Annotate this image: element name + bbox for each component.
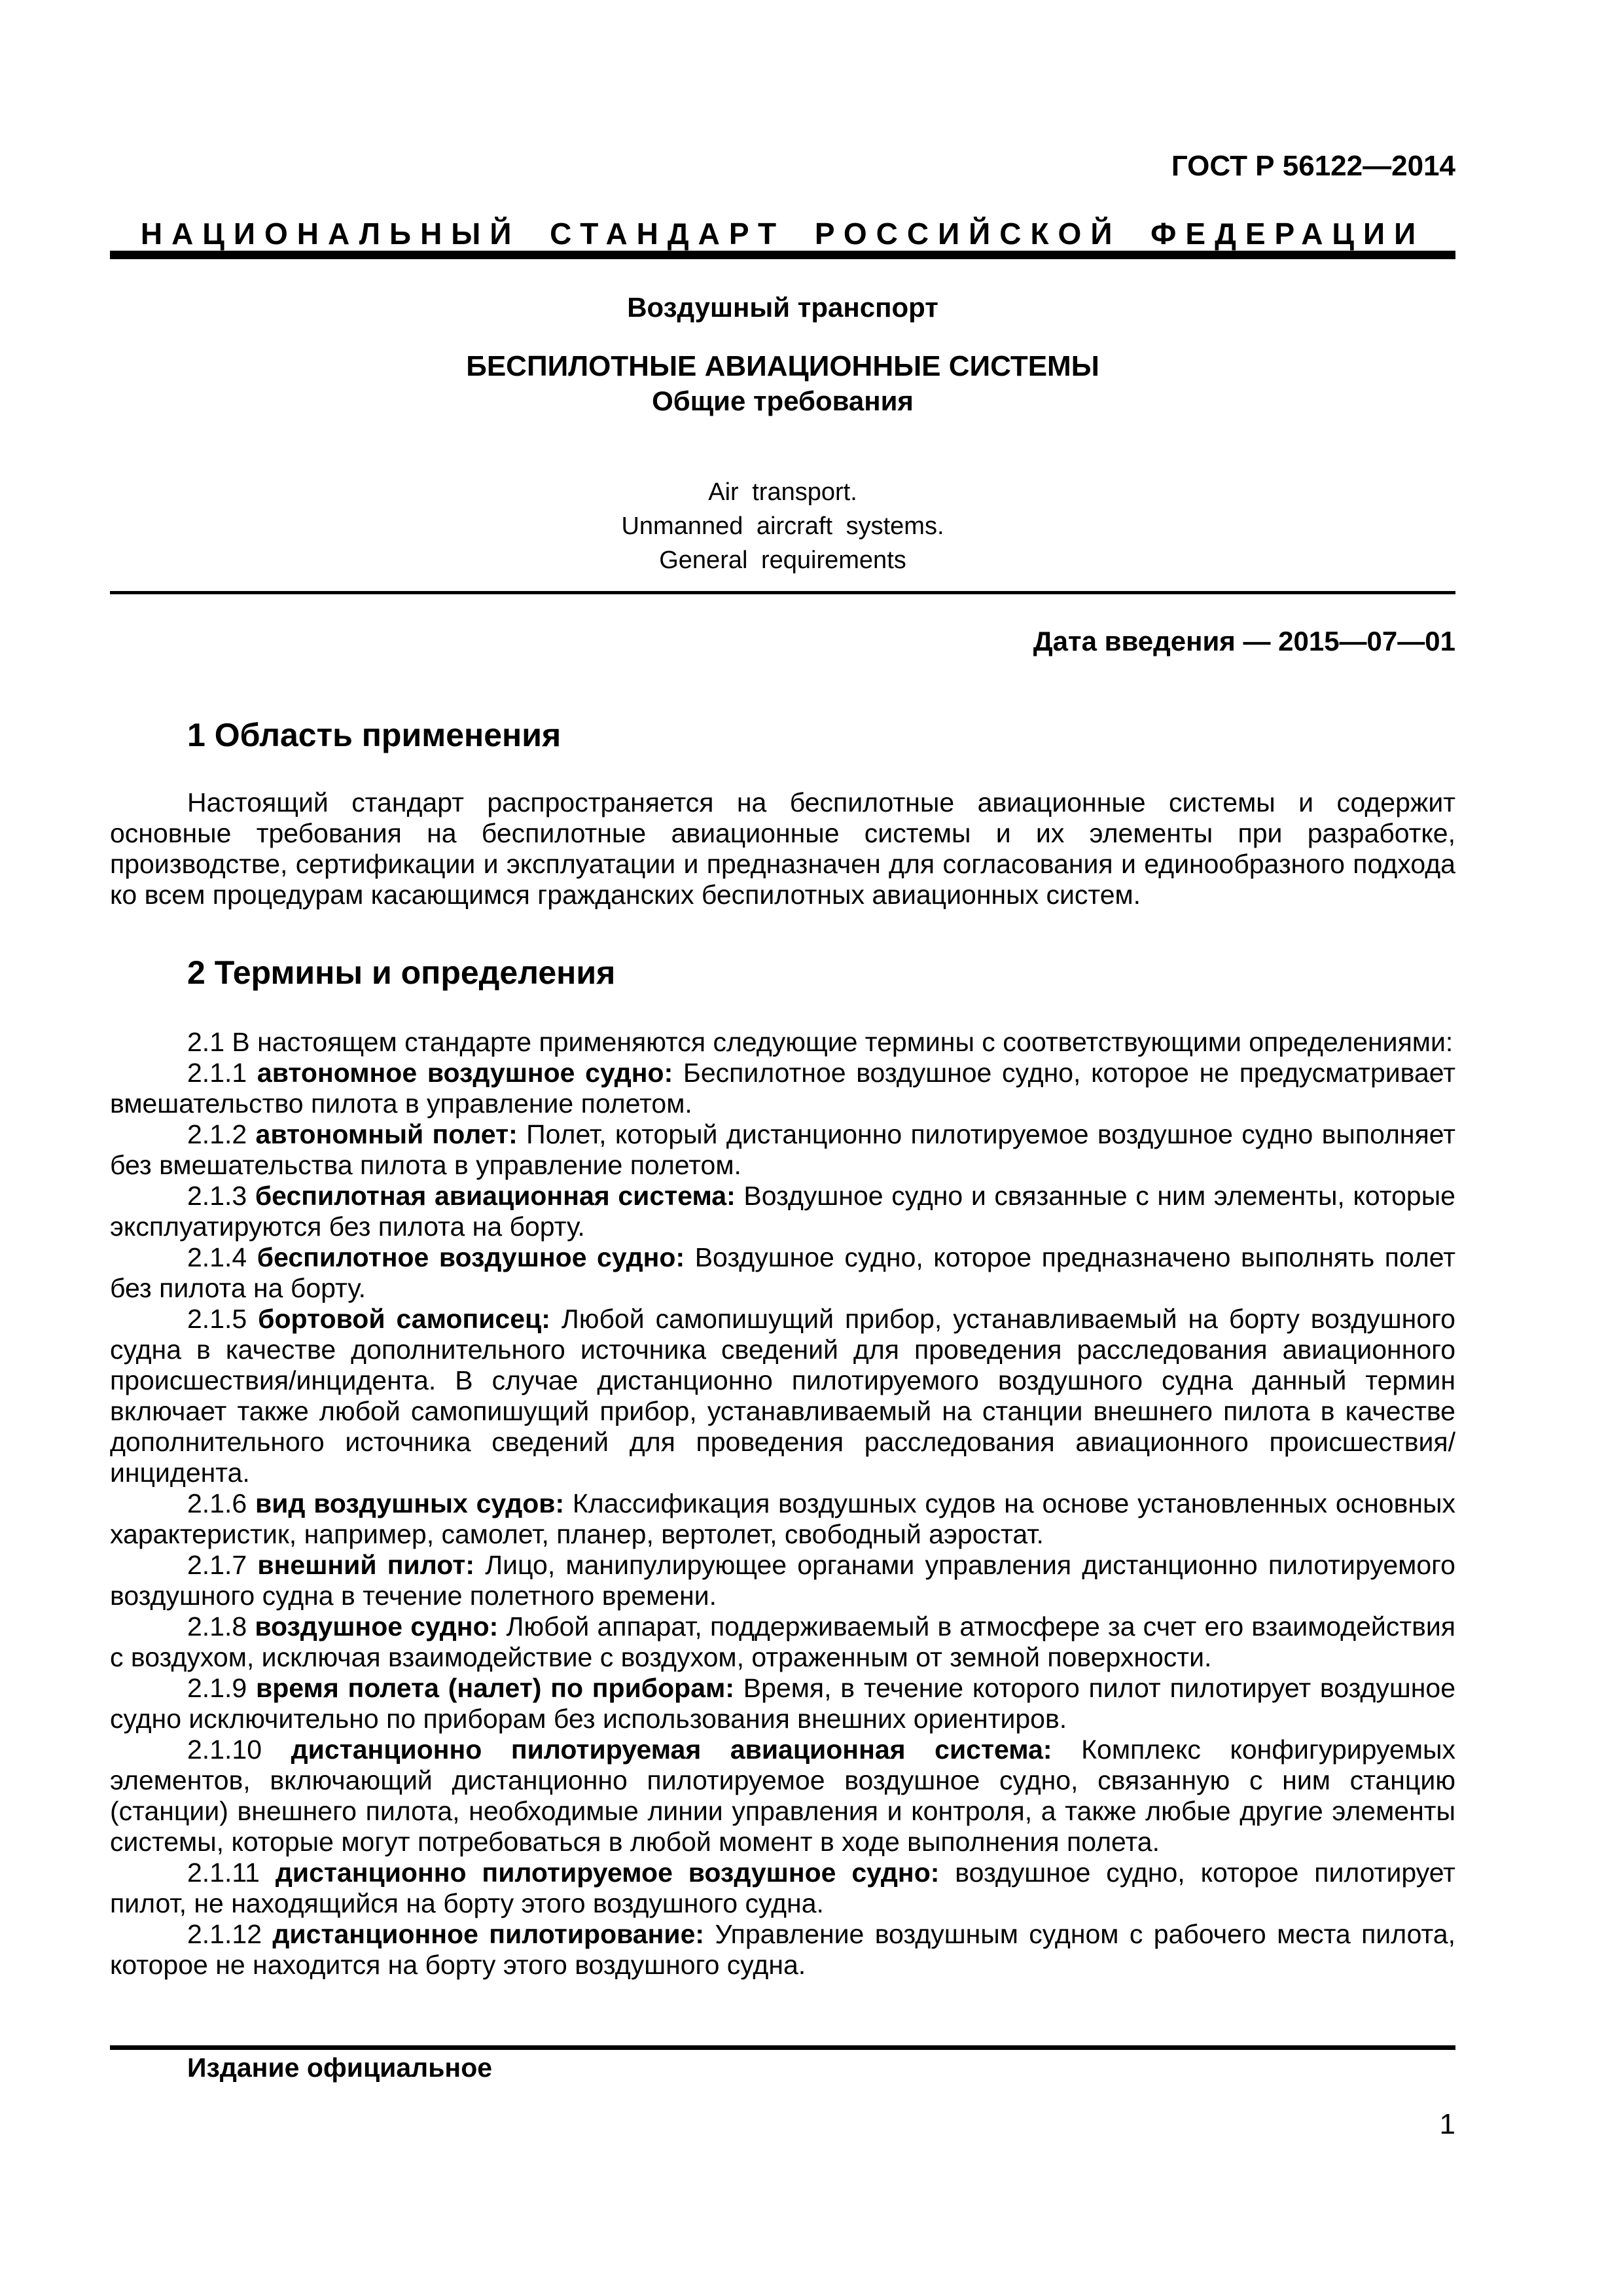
term-definition: Время, в течение которого пилот пилотирует воздушное судно исключительно по приборам без использования внешних ориентиров.	[110, 1673, 1455, 1734]
term-definition: Воздушное судно и связанные с ним элементы, которые эксплуатируются без пилота на борту.	[110, 1181, 1455, 1242]
term-definition: В настоящем стандарте применяются следующие термины с соответствующими определениями:	[232, 1027, 1454, 1057]
clause-number: 2.1	[187, 1027, 224, 1057]
header-bar	[110, 251, 1455, 259]
divider-rule	[110, 591, 1455, 594]
term-name: автономное воздушное судно:	[257, 1058, 673, 1088]
term-definition: Любой аппарат, поддерживаемый в атмосфере за счет его взаимодействия с воздухом, исключая взаимодействие с воздухом, отраженным от земной поверхности.	[110, 1611, 1455, 1672]
term-paragraph	[110, 1058, 1455, 1119]
term-paragraph	[110, 1734, 1455, 1857]
page-content	[110, 0, 1455, 1981]
term-paragraph	[110, 1119, 1455, 1181]
term-name: дистанционно пилотируемая авиационная система:	[291, 1734, 1052, 1765]
term-name: внешний пилот:	[257, 1550, 474, 1580]
term-definition: Комплекс конфигурируемых элементов, включающий дистанционно пилотируемое воздушное судно, связанную с ним станцию (станции) внешнего пилота, необходимые линии управления и контроля, а также любые другие элементы системы, которые могут потребоваться в любой момент в ходе выполнения полета.	[110, 1734, 1455, 1857]
term-name: беспилотное воздушное судно:	[257, 1242, 685, 1272]
term-definition: Любой самопишущий прибор, устанавливаемый на борту воздушного судна в качестве дополнительного источника сведений для проведения расследования авиационного происшествия/инцидента. В случае дистанционно пилотируемого воздушного судна данный термин включает также любой самопишущий прибор, устанавливаемый на станции внешнего пилота в качестве дополнительного источника сведений для проведения расследования авиационного происшествия/инцидента.	[110, 1304, 1455, 1488]
clause-number: 2.1.1	[187, 1058, 247, 1088]
clause-number: 2.1.5	[187, 1304, 247, 1334]
clause-number: 2.1.8	[187, 1611, 247, 1641]
clause-number: 2.1.12	[187, 1919, 262, 1949]
term-definition: воздушное судно, которое пилотирует пилот, не находящийся на борту этого воздушного судна.	[110, 1857, 1455, 1918]
terms-list	[110, 1027, 1455, 1981]
term-name: время полета (налет) по приборам:	[255, 1673, 734, 1703]
standard-number: ГОСТ Р 56122—2014	[1171, 150, 1455, 182]
english-title-block	[110, 475, 1455, 577]
term-definition: Классификация воздушных судов на основе установленных основных характеристик, например, самолет, планер, вертолет, свободный аэростат.	[110, 1488, 1455, 1549]
term-definition: Управление воздушным судном с рабочего места пилота, которое не находится на борту этого воздушного судна.	[110, 1919, 1455, 1980]
clause-number: 2.1.3	[187, 1181, 247, 1211]
term-paragraph	[110, 1027, 1455, 1058]
english-title-line-2: Unmanned aircraft systems.	[621, 512, 944, 540]
clause-number: 2.1.4	[187, 1242, 247, 1272]
section-2-heading: 2 Термины и определения	[187, 954, 616, 991]
term-paragraph	[110, 1242, 1455, 1304]
term-paragraph	[110, 1550, 1455, 1611]
term-name: вид воздушных судов:	[255, 1488, 565, 1518]
clause-number: 2.1.6	[187, 1488, 247, 1518]
term-name: дистанционно пилотируемое воздушное судно:	[275, 1857, 940, 1888]
term-paragraph	[110, 1488, 1455, 1550]
section-1-paragraph: Настоящий стандарт распространяется на беспилотные авиационные системы и содержит основные требования на беспилотные авиационные системы и их элементы при разработке, производстве, сертификации и эксплуатации и предназначен для согласования и единообразного подхода ко всем процедурам касающимся гражданских беспилотных авиационных систем.	[110, 787, 1455, 910]
term-name: дистанционное пилотирование:	[272, 1919, 705, 1949]
clause-number: 2.1.2	[187, 1119, 247, 1149]
main-title: БЕСПИЛОТНЫЕ АВИАЦИОННЫЕ СИСТЕМЫ	[466, 350, 1099, 382]
sub-title: Общие требования	[652, 386, 914, 416]
term-paragraph	[110, 1611, 1455, 1673]
footer-rule	[110, 2045, 1455, 2050]
term-paragraph	[110, 1919, 1455, 1981]
term-definition: Беспилотное воздушное судно, которое не предусматривает вмешательство пилота в управление полетом.	[110, 1058, 1455, 1119]
clause-number: 2.1.7	[187, 1550, 247, 1580]
term-name: бортовой самописец:	[258, 1304, 550, 1334]
clause-number: 2.1.10	[187, 1734, 262, 1765]
section-1-heading: 1 Область применения	[187, 717, 562, 753]
term-paragraph	[110, 1181, 1455, 1242]
english-title-line-1: Air transport.	[708, 478, 857, 506]
page-number: 1	[1439, 2108, 1455, 2140]
edition-note: Издание официальное	[187, 2053, 493, 2083]
clause-number: 2.1.9	[187, 1673, 247, 1703]
term-name: автономный полет:	[255, 1119, 518, 1149]
term-definition: Полет, который дистанционно пилотируемое воздушное судно выполняет без вмешательства пилота в управление полетом.	[110, 1119, 1455, 1180]
term-definition: Воздушное судно, которое предназначено выполнять полет без пилота на борту.	[110, 1242, 1456, 1303]
national-standard-header: НАЦИОНАЛЬНЫЙ СТАНДАРТ РОССИЙСКОЙ ФЕДЕРАЦИИ	[140, 217, 1425, 251]
term-paragraph	[110, 1304, 1455, 1488]
term-paragraph	[110, 1673, 1455, 1734]
term-name: беспилотная авиационная система:	[255, 1181, 736, 1211]
term-paragraph	[110, 1857, 1455, 1919]
english-title-line-3: General requirements	[659, 547, 906, 574]
clause-number: 2.1.11	[187, 1857, 260, 1888]
term-definition: Лицо, манипулирующее органами управления дистанционно пилотируемого воздушного судна в течение полетного времени.	[110, 1550, 1455, 1611]
term-name: воздушное судно:	[255, 1611, 499, 1641]
subject-title: Воздушный транспорт	[627, 292, 938, 323]
introduction-date: Дата введения — 2015—07—01	[1033, 626, 1455, 656]
